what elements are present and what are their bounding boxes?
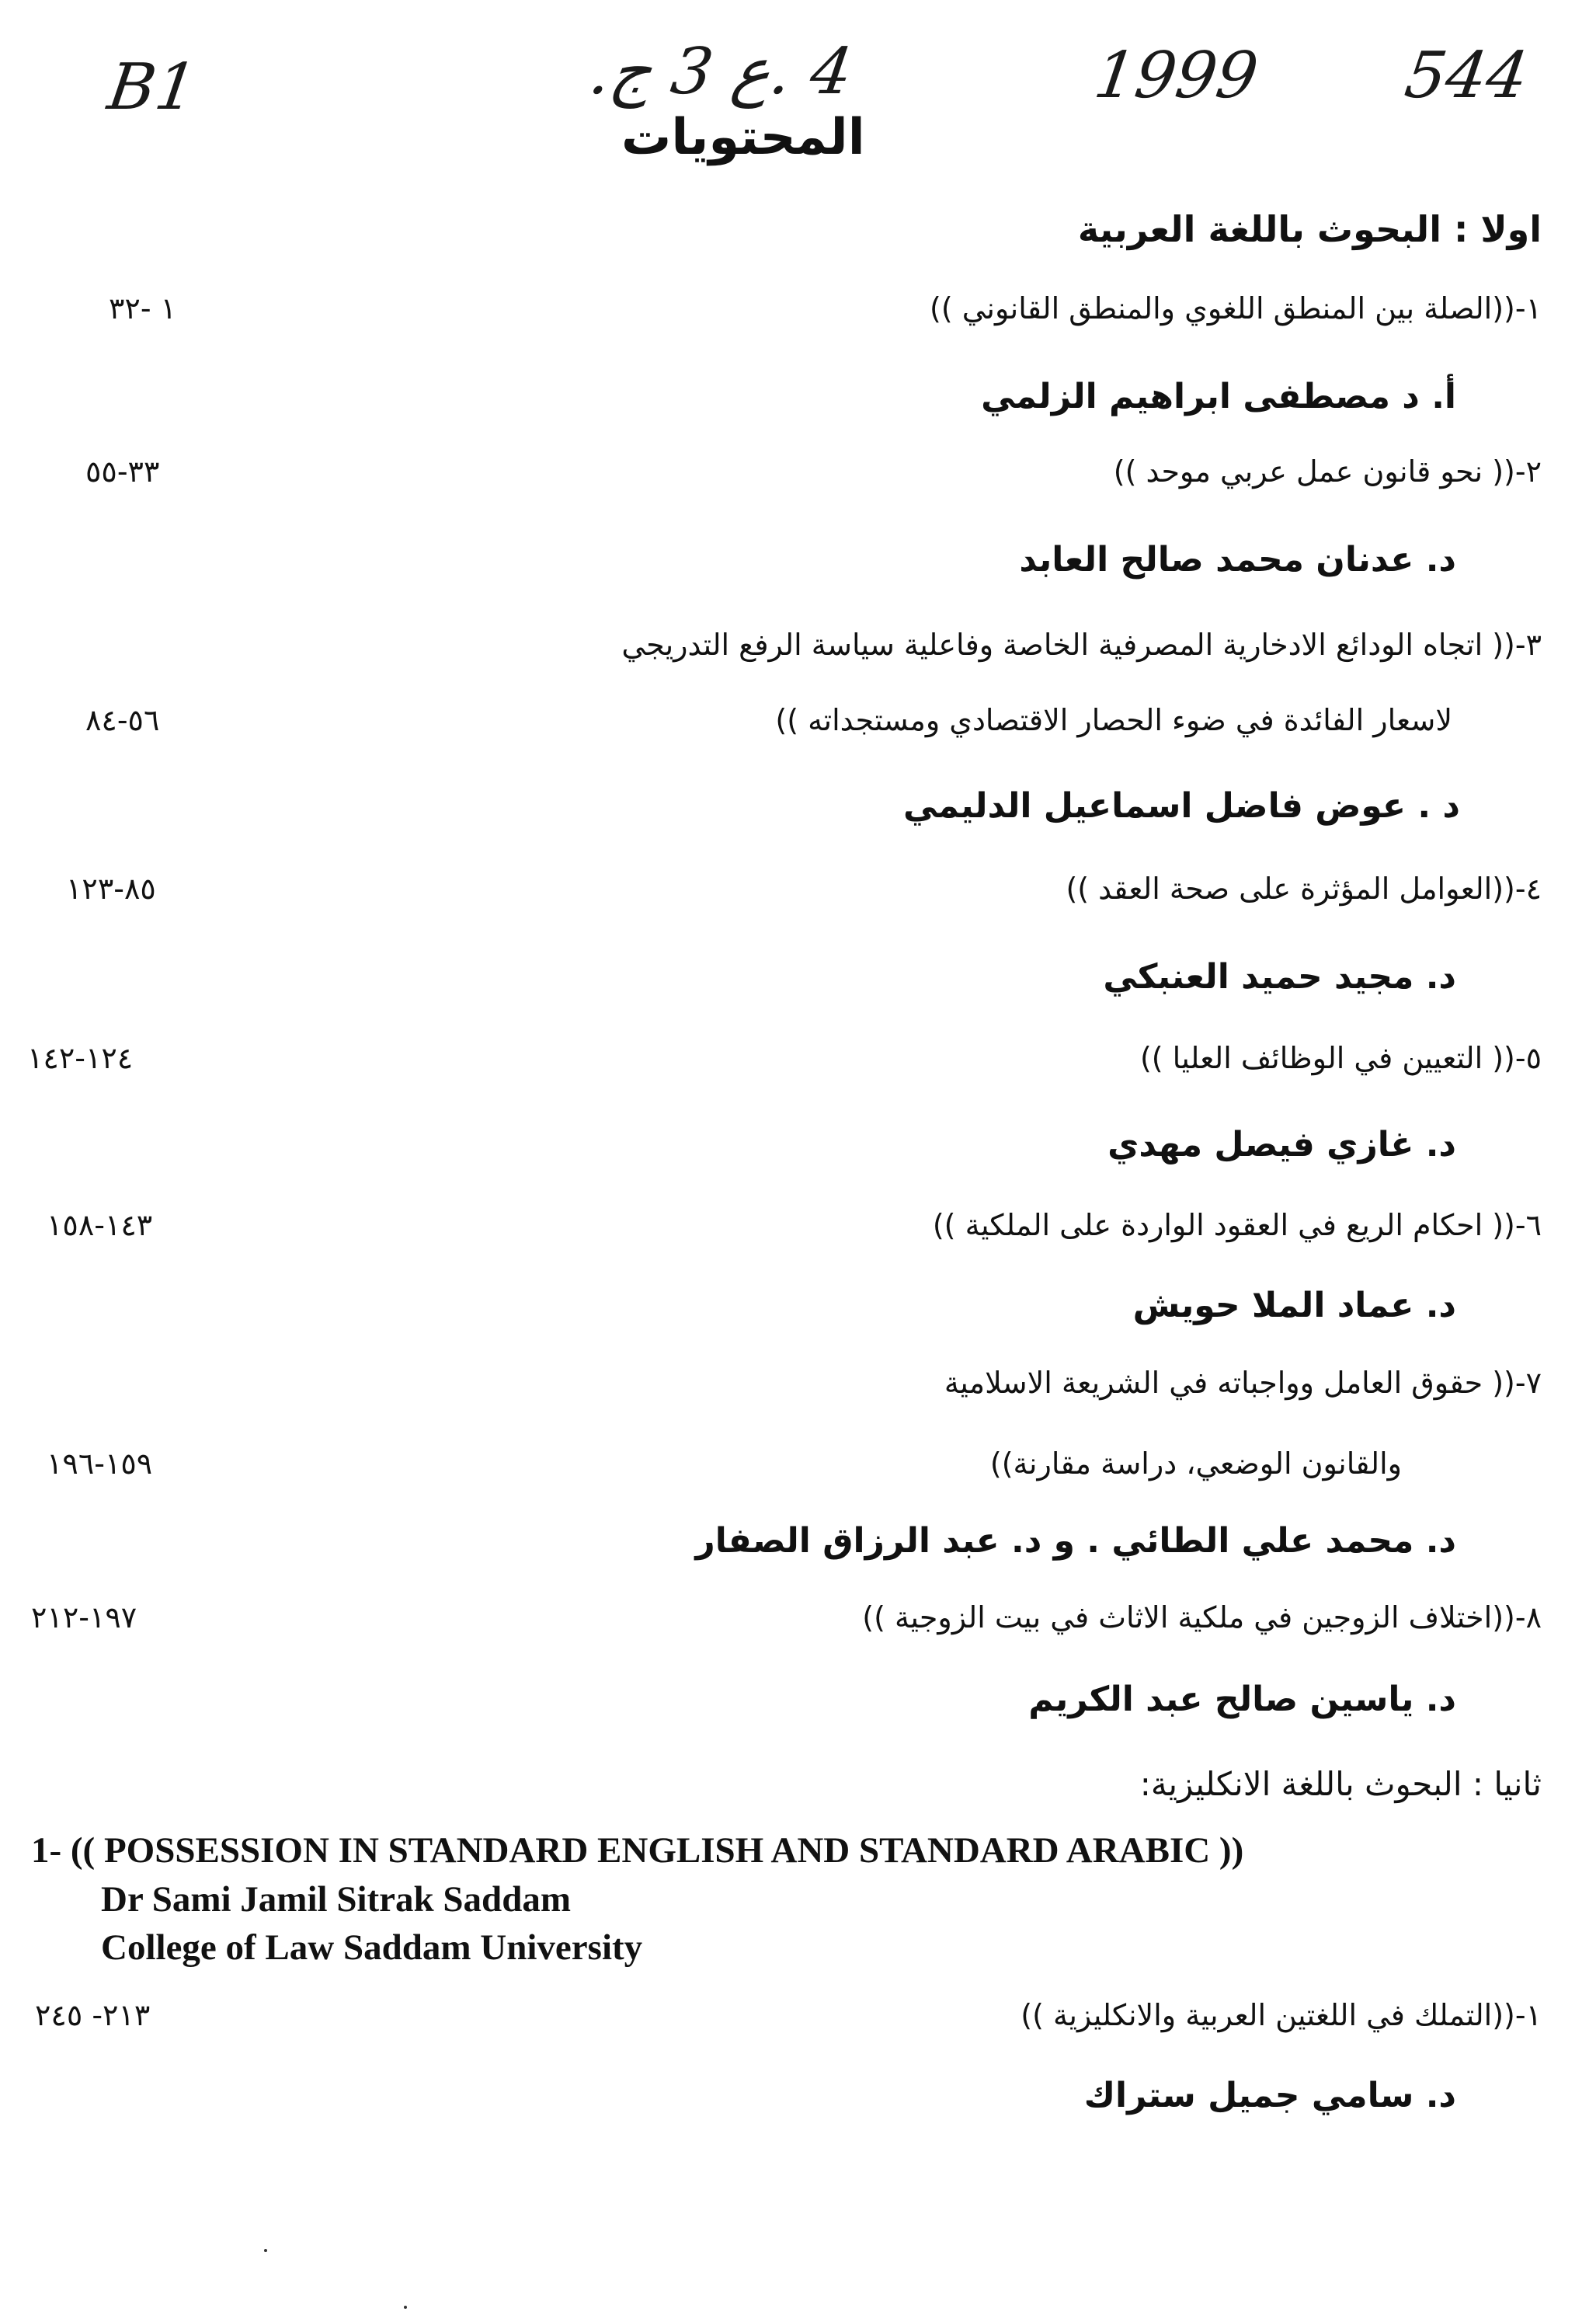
entry-5-author: د. غازي فيصل مهدي <box>1107 1125 1456 1164</box>
handwritten-code: 544 <box>1400 39 1533 113</box>
entry-2-pages: ٣٣-٥٥ <box>85 454 160 489</box>
entry-8-title: ٨-((اختلاف الزوجين في ملكية الاثاث في بيت الزوجية )) <box>862 1600 1542 1634</box>
section-heading-english: ثانيا : البحوث باللغة الانكليزية: <box>1139 1765 1542 1803</box>
entry-6-author: د. عماد الملا حويش <box>1132 1286 1456 1325</box>
handwritten-note-left: B1 <box>103 50 202 124</box>
entry-3-title-line-2: لاسعار الفائدة في ضوء الحصار الاقتصادي ومستجداته )) <box>775 703 1452 737</box>
entry-3-pages: ٥٦-٨٤ <box>85 703 160 737</box>
entry-7-author: د. محمد علي الطائي . و د. عبد الرزاق الصفار <box>695 1521 1456 1561</box>
entry-1-author: أ. د مصطفى ابراهيم الزلمي <box>981 377 1456 416</box>
entry-5-pages: ١٢٤-١٤٢ <box>27 1041 134 1075</box>
entry-8-pages: ١٩٧-٢١٢ <box>31 1600 137 1634</box>
english-entry-affiliation: College of Law Saddam University <box>101 1927 643 1968</box>
entry-4-pages: ٨٥-١٢٣ <box>66 872 156 906</box>
entry-6-title: ٦-(( احكام الريع في العقود الواردة على الملكية )) <box>932 1208 1542 1242</box>
handwritten-reference: 4 .ع 3 ج. <box>585 35 857 109</box>
entry-7-title-line-2: والقانون الوضعي، دراسة مقارنة)) <box>989 1446 1402 1481</box>
page-title: المحتويات <box>621 109 865 166</box>
entry-4-title: ٤-((العوامل المؤثرة على صحة العقد )) <box>1066 872 1542 906</box>
arabic-translation-pages: ٢١٣- ٢٤٥ <box>35 1998 151 2032</box>
english-entry-title: 1- (( POSSESSION IN STANDARD ENGLISH AND STANDARD ARABIC )) <box>31 1830 1244 1871</box>
entry-7-title-line-1: ٧-(( حقوق العامل وواجباته في الشريعة الاسلامية <box>944 1366 1542 1400</box>
scan-speck <box>264 2249 267 2252</box>
entry-3-author: د . عوض فاضل اسماعيل الدليمي <box>902 786 1460 826</box>
arabic-translation-author: د. سامي جميل ستراك <box>1083 2076 1456 2115</box>
entry-4-author: د. مجيد حميد العنبكي <box>1103 957 1456 997</box>
entry-2-author: د. عدنان محمد صالح العابد <box>1019 540 1456 580</box>
entry-1-pages: ١ -٣٢ <box>109 291 177 325</box>
entry-8-author: د. ياسين صالح عبد الكريم <box>1028 1680 1456 1719</box>
entry-5-title: ٥-(( التعيين في الوظائف العليا )) <box>1139 1041 1542 1075</box>
english-entry-author: Dr Sami Jamil Sitrak Saddam <box>101 1879 571 1920</box>
entry-3-title-line-1: ٣-(( اتجاه الودائع الادخارية المصرفية الخاصة وفاعلية سياسة الرفع التدريجي <box>621 628 1542 662</box>
entry-7-pages: ١٥٩-١٩٦ <box>47 1446 153 1481</box>
section-heading-arabic: اولا : البحوث باللغة العربية <box>1077 208 1542 250</box>
entry-2-title: ٢-(( نحو قانون عمل عربي موحد )) <box>1113 454 1542 489</box>
handwritten-year: 1999 <box>1090 39 1263 113</box>
entry-6-pages: ١٤٣-١٥٨ <box>47 1208 153 1242</box>
scan-speck <box>404 2306 407 2309</box>
entry-1-title: ١-((الصلة بين المنطق اللغوي والمنطق القانوني )) <box>930 291 1542 325</box>
arabic-translation-title: ١-((التملك في اللغتين العربية والانكليزية )) <box>1021 1998 1542 2032</box>
